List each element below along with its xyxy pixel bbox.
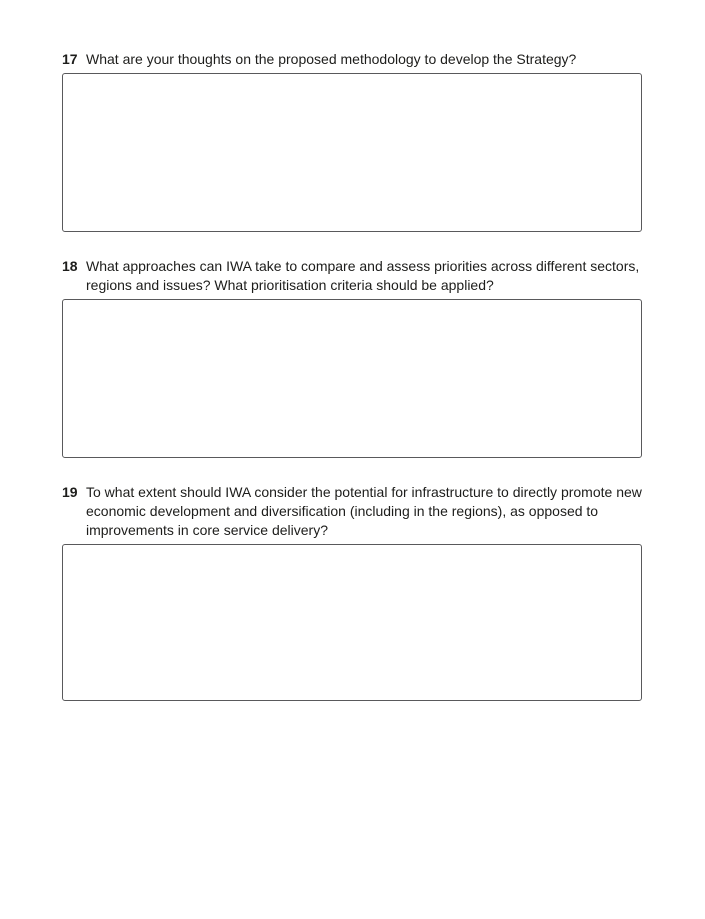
- question-19-text: To what extent should IWA consider the potential for infrastructure to directly promote new economic development and diversification (including in the regions), as opposed to improvements in core service delivery?: [86, 484, 642, 538]
- question-18-number: 18: [62, 258, 78, 274]
- question-17-text: What are your thoughts on the proposed methodology to develop the Strategy?: [86, 51, 577, 67]
- question-17: [62, 50, 642, 69]
- answer-box-17[interactable]: [62, 73, 642, 232]
- question-18-text: What approaches can IWA take to compare and assess priorities across different sectors, regions and issues? What prioritisation criteria should be applied?: [86, 258, 640, 293]
- answer-box-19[interactable]: [62, 544, 642, 701]
- question-17-number: 17: [62, 51, 78, 67]
- question-18: [62, 257, 642, 295]
- question-19-number: 19: [62, 484, 78, 500]
- question-19: [62, 483, 642, 540]
- answer-box-18[interactable]: [62, 299, 642, 458]
